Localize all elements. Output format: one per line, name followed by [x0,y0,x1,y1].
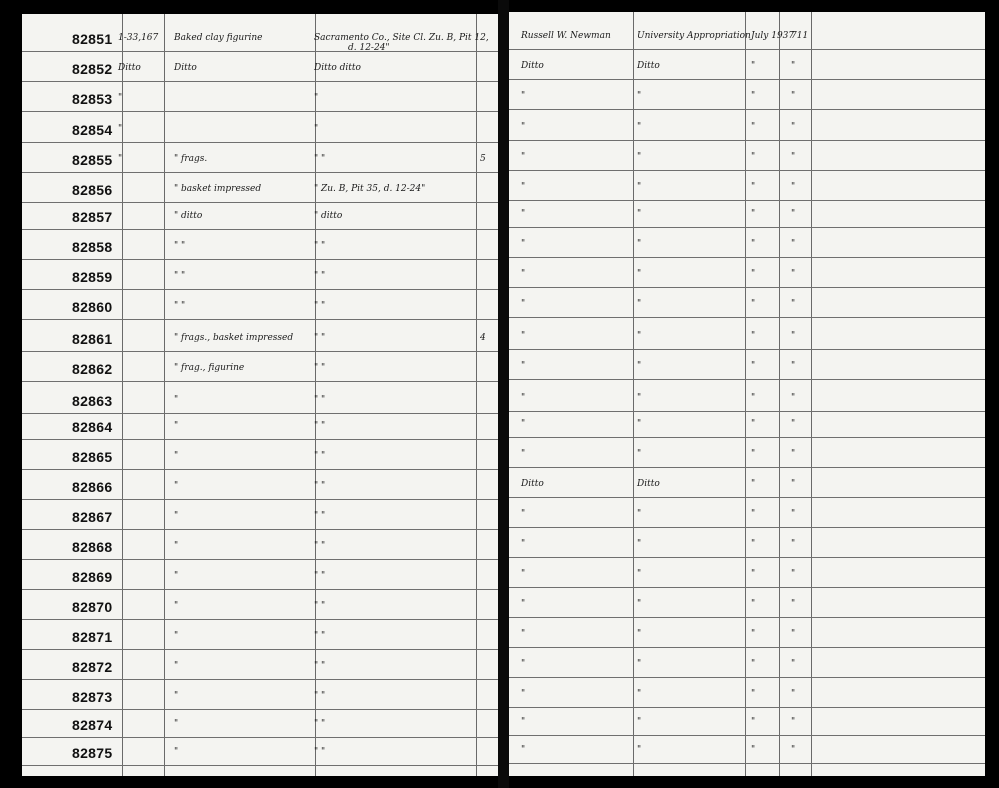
accession-prefix: " [118,124,123,134]
accession-number: " [791,629,796,639]
catalog-number: 82873 [72,689,113,705]
collector: Ditto [521,479,544,489]
item-description: " [174,661,179,671]
acquisition-date: July 1937 [751,31,795,41]
catalog-number: 82859 [72,269,113,285]
accession-number: " [791,659,796,669]
row-rule [22,351,498,352]
row-rule [509,527,985,528]
row-rule [22,202,498,203]
accession-prefix: " [118,93,123,103]
acquisition-source: " [637,91,642,101]
row-rule [22,499,498,500]
accession-number: " [791,91,796,101]
collector: " [521,361,526,371]
column-rule [633,12,634,776]
acquisition-source: " [637,599,642,609]
locality: " " [314,691,326,701]
accession-number: " [791,393,796,403]
row-rule [22,81,498,82]
row-rule [22,439,498,440]
row-rule [22,649,498,650]
row-rule [509,109,985,110]
collector: " [521,689,526,699]
acquisition-date: " [751,152,756,162]
catalog-number: 82866 [72,479,113,495]
acquisition-date: " [751,393,756,403]
collector: " [521,509,526,519]
row-rule [509,677,985,678]
acquisition-source: " [637,659,642,669]
row-rule [509,763,985,764]
row-rule [509,735,985,736]
row-rule [22,172,498,173]
acquisition-source: " [637,569,642,579]
collector: " [521,239,526,249]
row-rule [22,142,498,143]
accession-prefix: " [118,154,123,164]
catalog-number: 82864 [72,419,113,435]
accession-number: " [791,122,796,132]
item-description: Baked clay figurine [174,33,263,43]
row-rule [509,437,985,438]
catalog-number: 82856 [72,182,113,198]
row-rule [509,647,985,648]
locality: " " [314,631,326,641]
row-rule [22,619,498,620]
item-description: " frag., figurine [174,363,245,373]
row-rule [22,381,498,382]
row-rule [509,79,985,80]
row-rule [509,587,985,588]
accession-number: " [791,152,796,162]
column-rule [122,14,123,776]
catalog-number: 82874 [72,717,113,733]
collector: " [521,599,526,609]
item-description: " " [174,271,186,281]
accession-prefix: 1-33,167 [118,33,159,43]
item-description: " [174,541,179,551]
column-rule [779,12,780,776]
collector: " [521,745,526,755]
item-description: " [174,451,179,461]
acquisition-source: " [637,629,642,639]
accession-number: " [791,209,796,219]
collector: " [521,449,526,459]
acquisition-source: " [637,419,642,429]
row-rule [22,709,498,710]
acquisition-date: " [751,331,756,341]
row-rule [22,589,498,590]
catalog-number: 82861 [72,331,113,347]
row-rule [509,200,985,201]
catalog-number: 82872 [72,659,113,675]
item-description: " [174,421,179,431]
catalog-number: 82860 [72,299,113,315]
catalog-number: 82869 [72,569,113,585]
row-rule [509,411,985,412]
catalog-number: 82863 [72,393,113,409]
column-rule [476,14,477,776]
collector: " [521,91,526,101]
collector: " [521,152,526,162]
accession-number: " [791,599,796,609]
acquisition-source: University Appropriation [637,31,751,41]
acquisition-date: " [751,659,756,669]
locality: Ditto ditto [314,63,361,73]
acquisition-date: " [751,361,756,371]
row-rule [22,289,498,290]
catalog-number: 82871 [72,629,113,645]
row-rule [509,379,985,380]
item-description: " [174,631,179,641]
item-description: " " [174,301,186,311]
collector: " [521,539,526,549]
locality: " " [314,421,326,431]
row-rule [22,259,498,260]
locality: " " [314,601,326,611]
locality: " " [314,333,326,343]
acquisition-source: " [637,331,642,341]
column-rule [745,12,746,776]
acquisition-source: Ditto [637,61,660,71]
collector: " [521,182,526,192]
row-rule [22,469,498,470]
locality: " " [314,154,326,164]
accession-number: " [791,569,796,579]
item-description: " frags., basket impressed [174,333,294,343]
collector: " [521,393,526,403]
accession-number: " [791,449,796,459]
locality: " " [314,747,326,757]
right-ledger-page [509,12,985,776]
row-rule [22,51,498,52]
row-rule [509,227,985,228]
acquisition-date: " [751,239,756,249]
row-rule [509,170,985,171]
locality: " ditto [314,211,343,221]
locality: " [314,124,319,134]
row-rule [509,257,985,258]
item-description: " [174,571,179,581]
catalog-number: 82862 [72,361,113,377]
item-count: 4 [480,333,486,343]
accession-prefix: Ditto [118,63,141,73]
locality-depth: d. 12-24" [348,43,390,53]
collector: " [521,717,526,727]
catalog-number: 82857 [72,209,113,225]
item-description: " [174,395,179,405]
row-rule [22,229,498,230]
item-description: " frags. [174,154,208,164]
catalog-number: 82875 [72,745,113,761]
acquisition-date: " [751,479,756,489]
collector: " [521,269,526,279]
acquisition-date: " [751,299,756,309]
row-rule [509,467,985,468]
item-description: " basket impressed [174,184,262,194]
item-description: " [174,691,179,701]
catalog-number: 82865 [72,449,113,465]
row-rule [509,617,985,618]
accession-number: " [791,509,796,519]
acquisition-source: " [637,449,642,459]
item-description: " [174,481,179,491]
collector: " [521,331,526,341]
catalog-number: 82870 [72,599,113,615]
acquisition-source: " [637,539,642,549]
locality: " " [314,395,326,405]
accession-number: " [791,61,796,71]
row-rule [509,497,985,498]
acquisition-date: " [751,122,756,132]
acquisition-source: " [637,361,642,371]
accession-number: " [791,269,796,279]
locality: " [314,93,319,103]
accession-number: " [791,539,796,549]
catalog-number: 82853 [72,91,113,107]
acquisition-date: " [751,269,756,279]
acquisition-source: " [637,745,642,755]
acquisition-date: " [751,569,756,579]
acquisition-date: " [751,61,756,71]
row-rule [22,679,498,680]
row-rule [509,140,985,141]
locality: " " [314,451,326,461]
acquisition-date: " [751,449,756,459]
acquisition-source: " [637,393,642,403]
locality: " " [314,241,326,251]
left-ledger-page [22,14,498,776]
book-spine [498,0,509,788]
item-description: " [174,511,179,521]
acquisition-date: " [751,689,756,699]
row-rule [509,287,985,288]
acquisition-date: " [751,539,756,549]
locality: " " [314,541,326,551]
catalog-number: 82867 [72,509,113,525]
collector: " [521,659,526,669]
accession-number: " [791,361,796,371]
row-rule [22,529,498,530]
accession-number: 711 [791,31,809,41]
accession-number: " [791,419,796,429]
item-description: Ditto [174,63,197,73]
locality: " Zu. B, Pit 35, d. 12-24" [314,184,426,194]
locality: " " [314,363,326,373]
locality: " " [314,719,326,729]
accession-number: " [791,745,796,755]
collector: " [521,419,526,429]
acquisition-source: " [637,509,642,519]
acquisition-source: " [637,122,642,132]
locality: " " [314,301,326,311]
locality: " " [314,271,326,281]
row-rule [22,737,498,738]
catalog-number: 82858 [72,239,113,255]
accession-number: " [791,331,796,341]
row-rule [509,707,985,708]
acquisition-source: " [637,152,642,162]
collector: " [521,299,526,309]
accession-number: " [791,689,796,699]
column-rule [164,14,165,776]
row-rule [509,49,985,50]
acquisition-date: " [751,91,756,101]
accession-number: " [791,299,796,309]
locality: " " [314,571,326,581]
row-rule [22,319,498,320]
locality: " " [314,661,326,671]
acquisition-date: " [751,629,756,639]
column-rule [811,12,812,776]
acquisition-source: " [637,717,642,727]
locality: Sacramento Co., Site Cl. Zu. B, Pit 12, [314,33,489,43]
acquisition-date: " [751,209,756,219]
item-description: " ditto [174,211,203,221]
row-rule [22,559,498,560]
acquisition-date: " [751,599,756,609]
acquisition-date: " [751,509,756,519]
catalog-number: 82868 [72,539,113,555]
collector: " [521,209,526,219]
row-rule [509,557,985,558]
acquisition-date: " [751,419,756,429]
acquisition-date: " [751,182,756,192]
accession-number: " [791,717,796,727]
acquisition-source: " [637,689,642,699]
catalog-number: 82855 [72,152,113,168]
acquisition-source: " [637,182,642,192]
locality: " " [314,481,326,491]
collector: Russell W. Newman [521,31,611,41]
acquisition-source: " [637,269,642,279]
acquisition-date: " [751,717,756,727]
accession-number: " [791,479,796,489]
row-rule [22,413,498,414]
accession-number: " [791,239,796,249]
item-description: " [174,719,179,729]
item-count: 5 [480,154,486,164]
collector: " [521,122,526,132]
acquisition-date: " [751,745,756,755]
row-rule [22,765,498,766]
row-rule [509,349,985,350]
collector: Ditto [521,61,544,71]
catalog-number: 82854 [72,122,113,138]
acquisition-source: " [637,299,642,309]
acquisition-source: " [637,209,642,219]
acquisition-source: Ditto [637,479,660,489]
row-rule [509,317,985,318]
acquisition-source: " [637,239,642,249]
item-description: " [174,601,179,611]
collector: " [521,569,526,579]
item-description: " [174,747,179,757]
item-description: " " [174,241,186,251]
catalog-number: 82852 [72,61,113,77]
locality: " " [314,511,326,521]
row-rule [22,111,498,112]
accession-number: " [791,182,796,192]
catalog-number: 82851 [72,31,113,47]
collector: " [521,629,526,639]
